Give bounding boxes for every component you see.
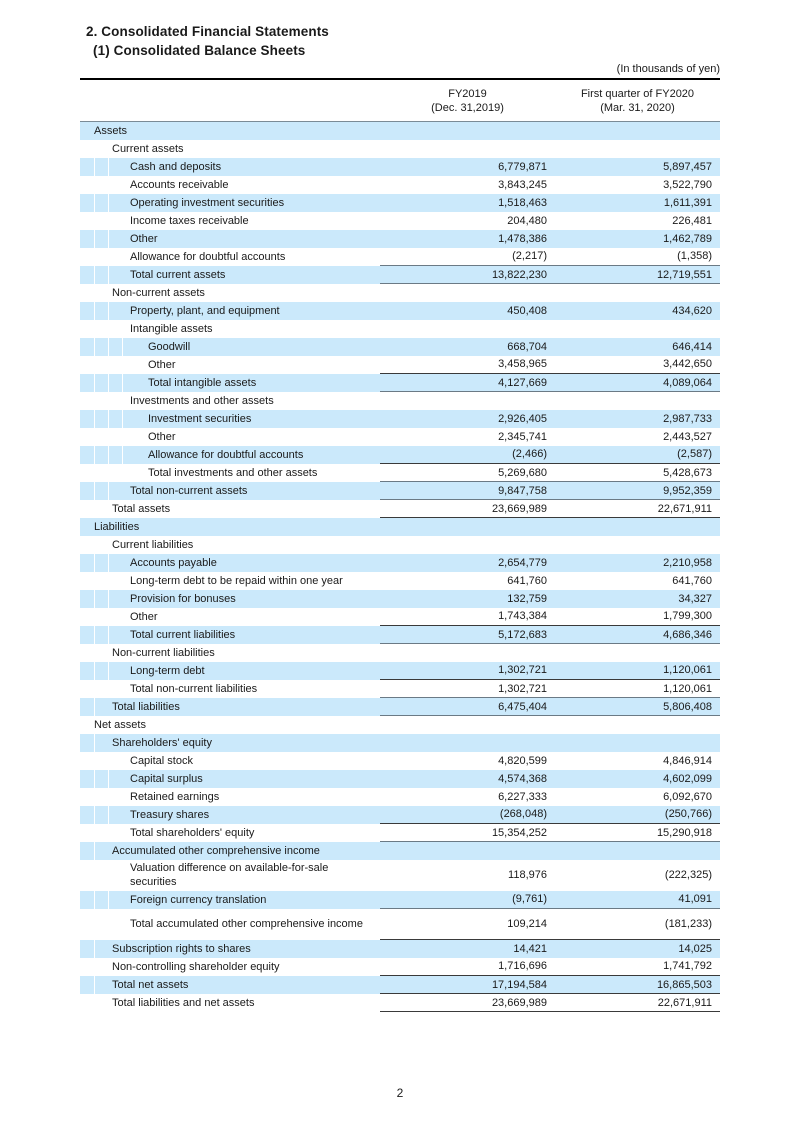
row-label: Treasury shares	[130, 808, 210, 821]
row-value-q1fy2020: 1,462,789	[555, 230, 720, 248]
row-label: Subscription rights to shares	[112, 942, 251, 955]
row-label-cell	[80, 302, 380, 320]
row-label: Other	[148, 358, 176, 371]
row-value-fy2019: 1,716,696	[380, 958, 555, 976]
table-row	[80, 248, 720, 266]
row-label: Non-current liabilities	[112, 646, 215, 659]
row-value-q1fy2020: 434,620	[555, 302, 720, 320]
indent-guide	[94, 698, 95, 716]
row-value-fy2019: 23,669,989	[380, 500, 555, 518]
row-label-cell	[80, 284, 380, 302]
row-value-fy2019: 1,302,721	[380, 680, 555, 698]
table-row	[80, 158, 720, 176]
row-value-fy2019	[380, 716, 555, 734]
table-row	[80, 518, 720, 536]
indent-guide	[108, 338, 109, 356]
row-label-cell	[80, 716, 380, 734]
table-row	[80, 536, 720, 554]
table-row	[80, 140, 720, 158]
row-value-fy2019: 5,172,683	[380, 626, 555, 644]
row-label: Accumulated other comprehensive income	[112, 844, 320, 857]
row-value-q1fy2020: 16,865,503	[555, 976, 720, 994]
table-row	[80, 230, 720, 248]
row-value-q1fy2020: 2,443,527	[663, 430, 712, 443]
indent-guide	[94, 734, 95, 752]
row-value-fy2019	[380, 842, 555, 860]
table-row	[80, 976, 720, 994]
row-label-cell	[80, 976, 380, 994]
table-row	[80, 770, 720, 788]
row-label: Goodwill	[148, 340, 191, 353]
table-row	[80, 266, 720, 284]
row-label: Shareholders' equity	[112, 736, 212, 749]
table-row	[80, 122, 720, 140]
row-label-cell	[80, 374, 380, 392]
row-value-q1fy2020: 15,290,918	[555, 824, 720, 842]
table-row	[80, 734, 720, 752]
indent-guide	[108, 266, 109, 284]
page-number: 2	[396, 1086, 404, 1100]
table-row	[80, 662, 720, 680]
row-label: Operating investment securities	[130, 196, 285, 209]
row-label-cell	[80, 770, 380, 788]
row-value-q1fy2020	[555, 122, 720, 140]
table-row	[80, 716, 720, 734]
row-value-fy2019: 4,574,368	[380, 770, 555, 788]
row-value-q1fy2020: (2,587)	[555, 446, 720, 464]
table-row	[80, 446, 720, 464]
row-value-q1fy2020: 4,089,064	[555, 374, 720, 392]
table-row	[80, 608, 720, 626]
table-row	[80, 392, 720, 410]
row-label: Total accumulated other comprehensive income	[130, 918, 363, 930]
row-label-cell	[80, 842, 380, 860]
table-row	[80, 860, 720, 891]
indent-guide	[108, 230, 109, 248]
row-value-fy2019: 2,654,779	[380, 554, 555, 572]
indent-guide	[94, 891, 95, 909]
table-row	[80, 194, 720, 212]
row-value-fy2019: 1,478,386	[380, 230, 555, 248]
row-value-fy2019	[380, 518, 555, 536]
row-value-fy2019	[380, 140, 555, 158]
row-value-fy2019: 14,421	[380, 940, 555, 958]
row-label: Total non-current liabilities	[130, 682, 258, 695]
row-label-cell	[80, 824, 380, 842]
row-value-fy2019: 17,194,584	[380, 976, 555, 994]
indent-guide	[94, 302, 95, 320]
row-value-fy2019	[380, 644, 555, 662]
row-value-q1fy2020	[555, 284, 720, 302]
row-label: Other	[130, 232, 158, 245]
row-label: Total investments and other assets	[148, 466, 318, 479]
row-value-q1fy2020: 5,806,408	[555, 698, 720, 716]
page-title: 2. Consolidated Financial Statements	[86, 24, 329, 39]
row-label: Foreign currency translation	[130, 893, 267, 906]
row-value-q1fy2020	[555, 842, 720, 860]
indent-guide	[122, 338, 123, 356]
row-label: Other	[148, 430, 176, 443]
indent-guide	[94, 940, 95, 958]
row-label-cell	[80, 940, 380, 958]
row-value-fy2019: 668,704	[380, 338, 555, 356]
row-value-q1fy2020: 22,671,911	[555, 994, 720, 1012]
row-label-cell	[80, 734, 380, 752]
row-label-cell	[80, 860, 380, 891]
row-label: Capital stock	[130, 754, 193, 767]
row-label: Total assets	[112, 502, 171, 515]
row-value-q1fy2020: 646,414	[555, 338, 720, 356]
indent-guide	[108, 410, 109, 428]
row-label-cell	[80, 958, 380, 976]
table-row	[80, 891, 720, 909]
indent-guide	[108, 770, 109, 788]
row-value-q1fy2020: 641,760	[672, 574, 712, 587]
row-label-cell	[80, 410, 380, 428]
row-label-cell	[80, 482, 380, 500]
row-value-fy2019: 4,820,599	[498, 754, 547, 767]
row-value-fy2019: (2,466)	[380, 446, 555, 464]
indent-guide	[108, 891, 109, 909]
row-label: Accounts payable	[130, 556, 217, 569]
row-value-fy2019: 2,345,741	[498, 430, 547, 443]
row-value-fy2019: 5,269,680	[380, 464, 555, 482]
row-label-cell	[80, 338, 380, 356]
indent-guide	[108, 626, 109, 644]
row-label-cell	[80, 891, 380, 909]
indent-guide	[108, 554, 109, 572]
row-label: Liabilities	[94, 520, 140, 533]
row-value-q1fy2020: 226,481	[672, 214, 712, 227]
row-value-fy2019: 3,843,245	[498, 178, 547, 191]
row-value-q1fy2020: 5,428,673	[555, 464, 720, 482]
row-value-q1fy2020: (250,766)	[555, 806, 720, 824]
indent-guide	[108, 482, 109, 500]
table-row	[80, 320, 720, 338]
row-label-cell	[80, 536, 380, 554]
indent-guide	[94, 554, 95, 572]
indent-guide	[108, 158, 109, 176]
indent-guide	[94, 590, 95, 608]
row-value-fy2019	[380, 320, 555, 338]
table-row	[80, 302, 720, 320]
table-row	[80, 284, 720, 302]
row-label-cell	[80, 500, 380, 518]
table-row	[80, 176, 720, 194]
row-value-q1fy2020	[555, 140, 720, 158]
indent-guide	[122, 446, 123, 464]
row-value-q1fy2020	[555, 716, 720, 734]
row-value-q1fy2020: 4,846,914	[663, 754, 712, 767]
row-label: Allowance for doubtful accounts	[148, 448, 304, 461]
indent-guide	[108, 446, 109, 464]
row-value-q1fy2020: 1,120,061	[555, 662, 720, 680]
row-value-fy2019: 13,822,230	[380, 266, 555, 284]
indent-guide	[122, 410, 123, 428]
row-label-cell	[80, 626, 380, 644]
row-label: Total liabilities and net assets	[112, 996, 255, 1009]
column-header-period-2	[555, 82, 720, 122]
indent-guide	[94, 410, 95, 428]
row-label: Investments and other assets	[130, 394, 274, 407]
row-value-fy2019: 2,926,405	[380, 410, 555, 428]
row-label: Non-controlling shareholder equity	[112, 960, 280, 973]
table-row	[80, 940, 720, 958]
row-label-cell	[80, 572, 380, 590]
row-value-q1fy2020: 3,522,790	[663, 178, 712, 191]
row-value-fy2019: 15,354,252	[380, 824, 555, 842]
row-label-cell	[80, 994, 380, 1012]
row-value-q1fy2020: 2,987,733	[555, 410, 720, 428]
table-row	[80, 572, 720, 590]
row-label-cell	[80, 554, 380, 572]
row-value-fy2019: 1,302,721	[380, 662, 555, 680]
row-value-fy2019: 204,480	[507, 214, 547, 227]
indent-guide	[108, 374, 109, 392]
page-subtitle: (1) Consolidated Balance Sheets	[93, 43, 306, 58]
row-value-q1fy2020: (181,233)	[555, 909, 720, 940]
row-value-fy2019: 641,760	[507, 574, 547, 587]
indent-guide	[94, 770, 95, 788]
row-value-fy2019: (268,048)	[380, 806, 555, 824]
indent-guide	[94, 976, 95, 994]
row-value-q1fy2020	[555, 536, 720, 554]
row-label-cell	[80, 909, 380, 940]
indent-guide	[94, 266, 95, 284]
row-value-fy2019: 6,227,333	[498, 790, 547, 803]
row-value-fy2019: 6,475,404	[380, 698, 555, 716]
row-label-cell	[80, 392, 380, 410]
row-label: Net assets	[94, 718, 146, 731]
indent-guide	[94, 194, 95, 212]
row-value-fy2019: 9,847,758	[380, 482, 555, 500]
row-value-fy2019: 109,214	[380, 909, 555, 940]
row-value-fy2019	[380, 734, 555, 752]
row-value-q1fy2020: 6,092,670	[663, 790, 712, 803]
table-row	[80, 374, 720, 392]
header-period-date: (Mar. 31, 2020)	[600, 102, 675, 114]
indent-guide	[94, 338, 95, 356]
row-label-cell	[80, 212, 380, 230]
table-row	[80, 958, 720, 976]
row-label-cell	[80, 230, 380, 248]
row-value-q1fy2020: 1,799,300	[663, 610, 712, 623]
row-label: Current assets	[112, 142, 184, 155]
row-value-q1fy2020: 3,442,650	[663, 358, 712, 371]
row-value-q1fy2020: (222,325)	[664, 869, 712, 881]
table-row	[80, 698, 720, 716]
indent-guide	[94, 230, 95, 248]
row-value-q1fy2020: 9,952,359	[555, 482, 720, 500]
table-row	[80, 410, 720, 428]
table-row	[80, 500, 720, 518]
indent-guide	[108, 662, 109, 680]
row-label-cell	[80, 356, 380, 374]
row-label-cell	[80, 446, 380, 464]
row-value-fy2019: 118,976	[508, 869, 547, 881]
table-row	[80, 752, 720, 770]
row-label: Provision for bonuses	[130, 592, 236, 605]
row-label: Non-current assets	[112, 286, 205, 299]
row-label-cell	[80, 194, 380, 212]
row-value-q1fy2020: 4,602,099	[555, 770, 720, 788]
row-label-cell	[80, 788, 380, 806]
row-value-fy2019	[380, 536, 555, 554]
table-body	[80, 79, 720, 1012]
indent-guide	[94, 806, 95, 824]
row-label: Total non-current assets	[130, 484, 248, 497]
row-value-fy2019: 6,779,871	[380, 158, 555, 176]
row-label: Property, plant, and equipment	[130, 304, 280, 317]
row-value-q1fy2020: 12,719,551	[555, 266, 720, 284]
row-value-q1fy2020: (1,358)	[677, 250, 712, 263]
table-row	[80, 788, 720, 806]
indent-guide	[94, 158, 95, 176]
row-value-fy2019: 3,458,965	[498, 358, 547, 371]
row-value-q1fy2020: 5,897,457	[555, 158, 720, 176]
indent-guide	[108, 302, 109, 320]
table-row	[80, 994, 720, 1012]
row-label: Allowance for doubtful accounts	[130, 250, 286, 263]
row-value-q1fy2020: 14,025	[555, 940, 720, 958]
row-label: Accounts receivable	[130, 178, 229, 191]
row-value-q1fy2020: 2,210,958	[555, 554, 720, 572]
row-value-q1fy2020	[555, 320, 720, 338]
header-period-name: FY2019	[448, 88, 487, 100]
page-heading	[86, 22, 329, 60]
indent-guide	[108, 590, 109, 608]
row-value-q1fy2020: 34,327	[555, 590, 720, 608]
row-label-cell	[80, 140, 380, 158]
row-label-cell	[80, 464, 380, 482]
row-label: Retained earnings	[130, 790, 220, 803]
row-label-cell	[80, 644, 380, 662]
row-value-q1fy2020: 4,686,346	[555, 626, 720, 644]
table-row	[80, 644, 720, 662]
row-label: Long-term debt	[130, 664, 205, 677]
row-value-q1fy2020	[555, 734, 720, 752]
row-value-q1fy2020: 1,741,792	[555, 958, 720, 976]
units-note: (In thousands of yen)	[616, 63, 720, 75]
row-label-cell	[80, 176, 380, 194]
indent-guide	[108, 806, 109, 824]
row-label-cell	[80, 590, 380, 608]
table-row	[80, 464, 720, 482]
table-row	[80, 428, 720, 446]
row-label-cell	[80, 608, 380, 626]
indent-guide	[122, 374, 123, 392]
row-label: Valuation difference on available-for-sale securities	[130, 862, 329, 888]
indent-guide	[94, 842, 95, 860]
row-value-fy2019: 1,518,463	[380, 194, 555, 212]
row-label: Intangible assets	[130, 322, 213, 335]
row-label: Other	[130, 610, 158, 623]
row-value-fy2019: 1,743,384	[498, 610, 547, 623]
row-label-cell	[80, 248, 380, 266]
row-label-cell	[80, 122, 380, 140]
table-row	[80, 554, 720, 572]
row-value-fy2019: (9,761)	[380, 891, 555, 909]
row-value-fy2019: 450,408	[380, 302, 555, 320]
row-value-fy2019	[380, 392, 555, 410]
row-label: Income taxes receivable	[130, 214, 249, 227]
table-row	[80, 680, 720, 698]
row-label: Total shareholders' equity	[130, 826, 255, 839]
row-label-cell	[80, 698, 380, 716]
row-label-cell	[80, 662, 380, 680]
column-header-period-1	[380, 82, 555, 122]
row-value-q1fy2020: 1,611,391	[555, 194, 720, 212]
row-label: Investment securities	[148, 412, 252, 425]
indent-guide	[108, 194, 109, 212]
header-period-name: First quarter of FY2020	[580, 88, 695, 100]
row-label: Assets	[94, 124, 128, 137]
row-label-cell	[80, 518, 380, 536]
table-row	[80, 356, 720, 374]
row-label-cell	[80, 158, 380, 176]
row-value-q1fy2020	[555, 518, 720, 536]
row-value-q1fy2020	[555, 644, 720, 662]
row-label: Current liabilities	[112, 538, 194, 551]
row-value-fy2019	[380, 122, 555, 140]
table-row	[80, 482, 720, 500]
table-row	[80, 842, 720, 860]
row-label-cell	[80, 320, 380, 338]
table-header-row	[80, 82, 720, 122]
row-label: Total net assets	[112, 978, 189, 991]
indent-guide	[94, 626, 95, 644]
row-label-cell	[80, 428, 380, 446]
row-value-q1fy2020	[555, 392, 720, 410]
row-label-cell	[80, 752, 380, 770]
row-value-fy2019: (2,217)	[512, 250, 547, 263]
row-value-q1fy2020: 22,671,911	[555, 500, 720, 518]
indent-guide	[94, 662, 95, 680]
row-label: Cash and deposits	[130, 160, 222, 173]
indent-guide	[94, 446, 95, 464]
table-row	[80, 626, 720, 644]
row-value-fy2019: 4,127,669	[380, 374, 555, 392]
table-row	[80, 824, 720, 842]
row-label-cell	[80, 806, 380, 824]
row-value-fy2019: 132,759	[380, 590, 555, 608]
balance-sheet-table	[80, 78, 720, 1012]
row-label-cell	[80, 680, 380, 698]
row-value-q1fy2020: 1,120,061	[555, 680, 720, 698]
row-label: Total intangible assets	[148, 376, 257, 389]
row-label: Capital surplus	[130, 772, 203, 785]
row-label: Total current assets	[130, 268, 226, 281]
row-value-q1fy2020: 41,091	[555, 891, 720, 909]
column-header-label	[80, 82, 380, 122]
row-label: Total liabilities	[112, 700, 180, 713]
table-row	[80, 909, 720, 940]
table-row	[80, 590, 720, 608]
row-value-fy2019: 23,669,989	[380, 994, 555, 1012]
header-period-date: (Dec. 31,2019)	[431, 102, 504, 114]
table-row	[80, 338, 720, 356]
row-label: Total current liabilities	[130, 628, 236, 641]
row-value-fy2019	[380, 284, 555, 302]
indent-guide	[94, 374, 95, 392]
table-row	[80, 212, 720, 230]
table-row	[80, 806, 720, 824]
row-label-cell	[80, 266, 380, 284]
indent-guide	[94, 482, 95, 500]
row-label: Long-term debt to be repaid within one year	[130, 574, 343, 587]
